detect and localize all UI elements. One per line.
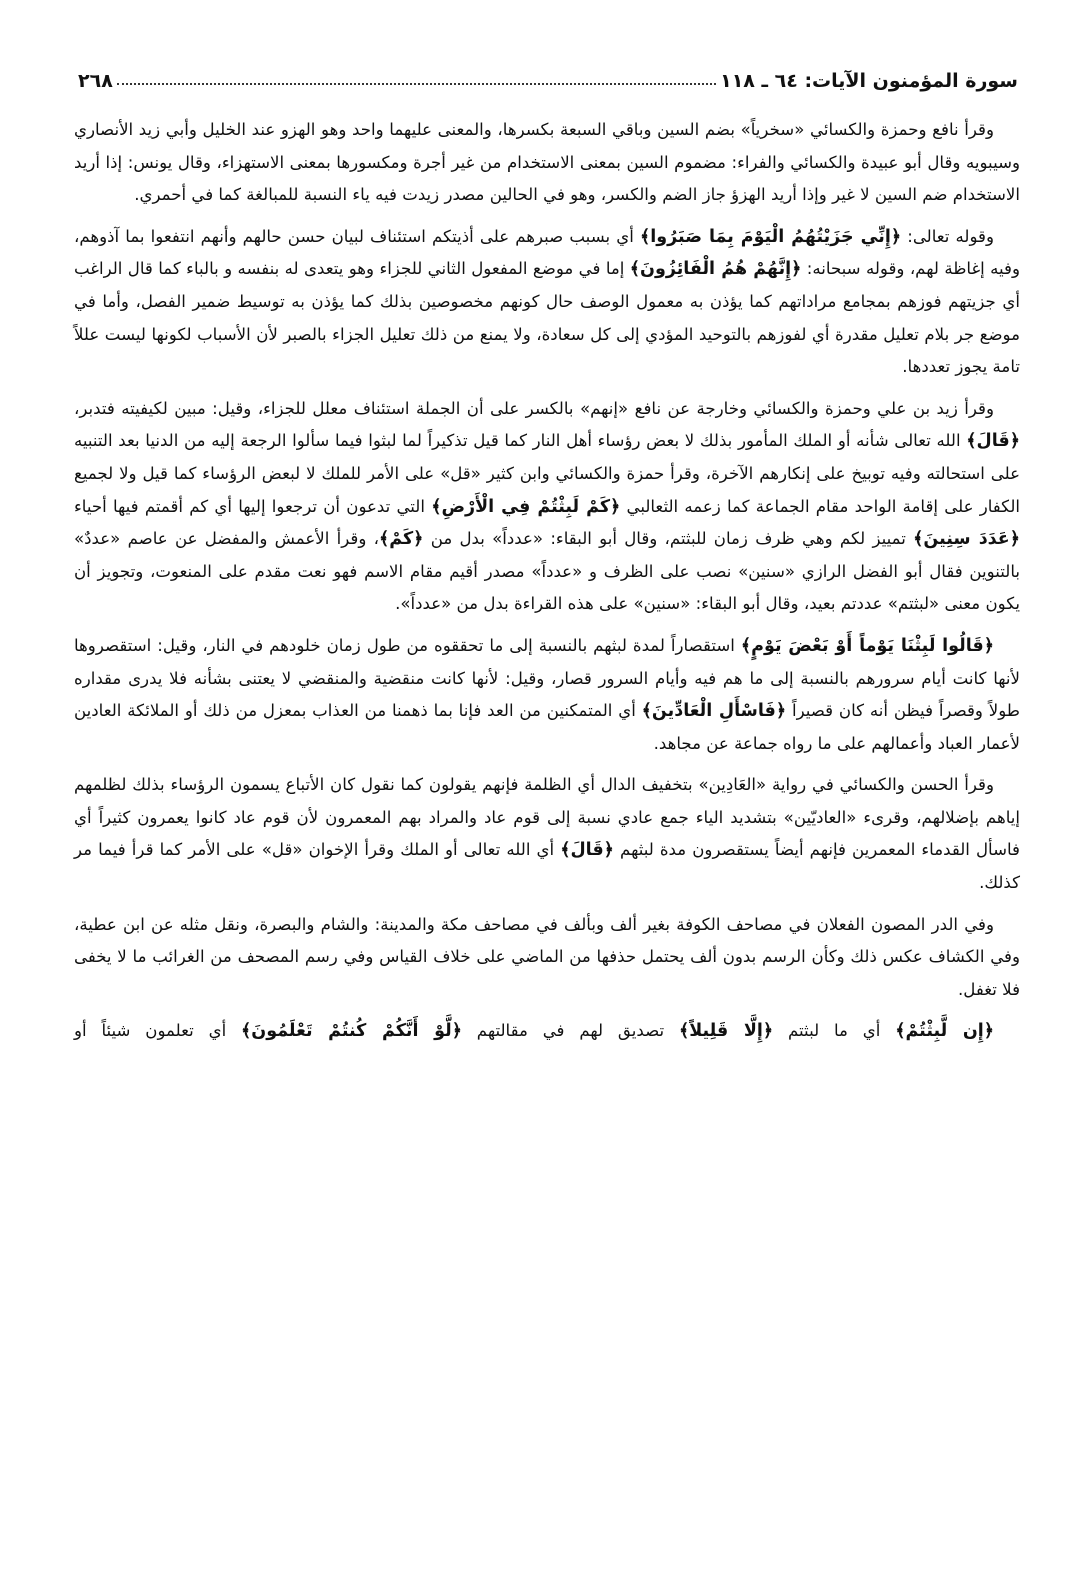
commentary-text: الله تعالى شأنه أو الملك المأمور بذلك لا بعض رؤساء أهل النار كما قيل تذكيراً لما لبثوا فيما سألوا الرجعة إليه من الدنيا بعد التنبيه على استحالته وفيه توبيخ على إنكارهم الآخرة، وقرأ حمزة والكسائي وابن كثير «قل» على الأمر للملك لا لبعض الرؤساء كما قيل ولا لجميع الكفار على إقامة الواحد مقام الجماعة كما زعمه الثعالبي xyxy=(74,431,1020,516)
quran-quote: ﴿عَدَدَ سِنِينَ﴾ xyxy=(913,529,1020,550)
commentary-text: أي المتمكنين من العد فإنا بما ذهمنا من العذاب بمعزل من ذلك أو الملائكة العادين لأعمار العباد وأعمالهم على ما رواه جماعة عن مجاهد. xyxy=(74,701,1020,753)
commentary-text: التي تدعون أن ترجعوا إليها أي كم أقمتم فيها أحياء xyxy=(74,496,432,516)
paragraph xyxy=(74,1015,1020,1048)
leader-dots xyxy=(117,83,716,85)
commentary-text: أي تعلمون شيئاً أو xyxy=(74,1021,242,1041)
commentary-text: وقرأ نافع وحمزة والكسائي «سخرياً» بضم السين وباقي السبعة بكسرها، والمعنى عليهما واحد وهو الهزو عند الخليل وأبي زيد الأنصاري وسيبويه وقال أبو عبيدة والكسائي والفراء: مضموم السين بمعنى الاستخدام من غير أجرة ومكسورها بمعنى الاستهزاء، وقال يونس: إذا أريد الاستخدام ضم السين لا غير وإذا أريد الهزؤ جاز الضم والكسر، وهو في الحالين مصدر زيدت فيه ياء النسبة للمبالغة كما في أحمري. xyxy=(74,120,1020,205)
commentary-text: وقرأ زيد بن علي وحمزة والكسائي وخارجة عن نافع «إنهم» بالكسر على أن الجملة استئناف معلل للجزاء، وقيل: مبين لكيفيته فتدبر، xyxy=(74,398,994,418)
paragraph xyxy=(74,769,1020,899)
paragraph xyxy=(74,221,1020,384)
commentary-text: ، وقرأ الأعمش والمفضل عن عاصم «عددٌ» بالتنوين فقال أبو الفضل الرازي «سنين» نصب على الظرف و «عدداً» مصدر أقيم مقام الاسم فهو نعت مقدم على المنعوت، وتجويز أن يكون معنى «لبثتم» عددتم بعيد، وقال أبو البقاء: «سنين» على هذه القراءة بدل من «عدداً». xyxy=(74,529,1020,614)
commentary-text: إما في موضع المفعول الثاني للجزاء وهو يتعدى له بنفسه و بالباء كما قال الراغب أي جزيتهم فوزهم بمجامع مراداتهم كما يؤذن به معمول الوصف حال كونهم مخصوصين بذلك كما يؤذن به توسيط ضمير الفصل، وأما في موضع جر بلام تعليل مقدرة أي لفوزهم بالتوحيد المؤدي إلى كل سعادة، ولا يمنع من ذلك تعليل الجزاء بالصبر لأن الأسباب لكونها ليست عللاً تامة يجوز تعددها. xyxy=(74,259,1020,377)
paragraph xyxy=(74,630,1020,760)
commentary-text: استقصاراً لمدة لبثهم بالنسبة إلى ما تحققوه من طول زمان خلودهم في النار، وقيل: استقصروها لأنها كانت أيام سرورهم بالنسبة إلى ما هم فيه وأيام السرور قصار، وقيل: لأنها كانت منقضية والمنقضي لا يعتنى بشأنه فلا يدرى مقداره طولاً وقصراً فيظن أنه كان قصيراً xyxy=(74,635,1020,721)
commentary-text: أي بسبب صبرهم على أذيتكم استئناف لبيان حسن حالهم وأنهم انتفعوا بما آذوهم، وفيه إغاظة لهم، وقوله سبحانه: xyxy=(74,226,1021,279)
quran-quote: ﴿إِنِّي جَزَيْتُهُمُ الْيَوْمَ بِمَا صَبَرُوا﴾ xyxy=(639,226,902,247)
quran-quote: ﴿كَمْ﴾ xyxy=(379,529,424,550)
surah-title: سورة المؤمنون الآيات: ٦٤ ـ ١١٨ xyxy=(720,70,1018,92)
quran-quote: ﴿كَمْ لَبِثْتُمْ فِي الْأَرْضِ﴾ xyxy=(431,496,621,517)
quran-quote: ﴿قَالَ﴾ xyxy=(966,431,1020,452)
paragraph xyxy=(74,393,1020,621)
commentary-text: أي الله تعالى أو الملك وقرأ الإخوان «قل» على الأمر كما قرأ فيما مر كذلك. xyxy=(74,840,1020,893)
quran-quote: ﴿فَاسْأَلِ الْعَادِّينَ﴾ xyxy=(641,701,787,722)
quran-quote: ﴿قَالَ﴾ xyxy=(560,840,614,861)
paragraph xyxy=(74,114,1020,212)
quran-quote: ﴿إِن لَّبِثْتُمْ﴾ xyxy=(895,1021,995,1042)
commentary-text: أي ما لبثتم xyxy=(773,1021,896,1041)
commentary-text: وقرأ الحسن والكسائي في رواية «العَادِين» بتخفيف الدال أي الظلمة فإنهم يقولون كما نقول كان الأتباع يسمون الرؤساء بذلك لظلمهم إياهم بإضلالهم، وقرىء «العاديّين» بتشديد الياء جمع عادي نسبة إلى قوم عاد والمراد بهم المعمرون لأن قوم عاد كانوا يعمرون كثيراً أي فاسأل القدماء المعمرين فإنهم أيضاً يستقصرون مدة لبثهم xyxy=(74,775,1020,860)
quran-quote: ﴿إِلَّا قَلِيلاً﴾ xyxy=(678,1021,774,1042)
page-number: ٢٦٨ xyxy=(78,70,113,92)
quran-quote: ﴿لَّوْ أَنَّكُمْ كُنتُمْ تَعْلَمُونَ﴾ xyxy=(241,1021,462,1042)
paragraph xyxy=(74,909,1020,1007)
quran-quote: ﴿إِنَّهُمْ هُمُ الْفَائِزُونَ﴾ xyxy=(629,259,802,280)
quran-quote: ﴿قَالُوا لَبِثْنَا يَوْماً أَوْ بَعْضَ يَوْمٍ﴾ xyxy=(740,635,994,656)
commentary-text: وقوله تعالى: xyxy=(901,226,994,246)
commentary-text: تصديق لهم في مقالتهم xyxy=(461,1021,679,1041)
commentary-text: تمييز لكم وهي ظرف زمان للبثتم، وقال أبو البقاء: «عدداً» بدل من xyxy=(423,529,914,549)
page-body xyxy=(74,114,1020,1057)
commentary-text: وفي الدر المصون الفعلان في مصاحف الكوفة بغير ألف وبألف في مصاحف مكة والمدينة: والشام والبصرة، ونقل مثله عن ابن عطية، وفي الكشاف عكس ذلك وكأن الرسم بدون ألف يحتمل حذفها من الماضي على خلاف القياس وفي رسم المصحف من الغرائب ما لا يخفى فلا تغفل. xyxy=(74,914,1020,999)
running-header xyxy=(78,58,1018,92)
